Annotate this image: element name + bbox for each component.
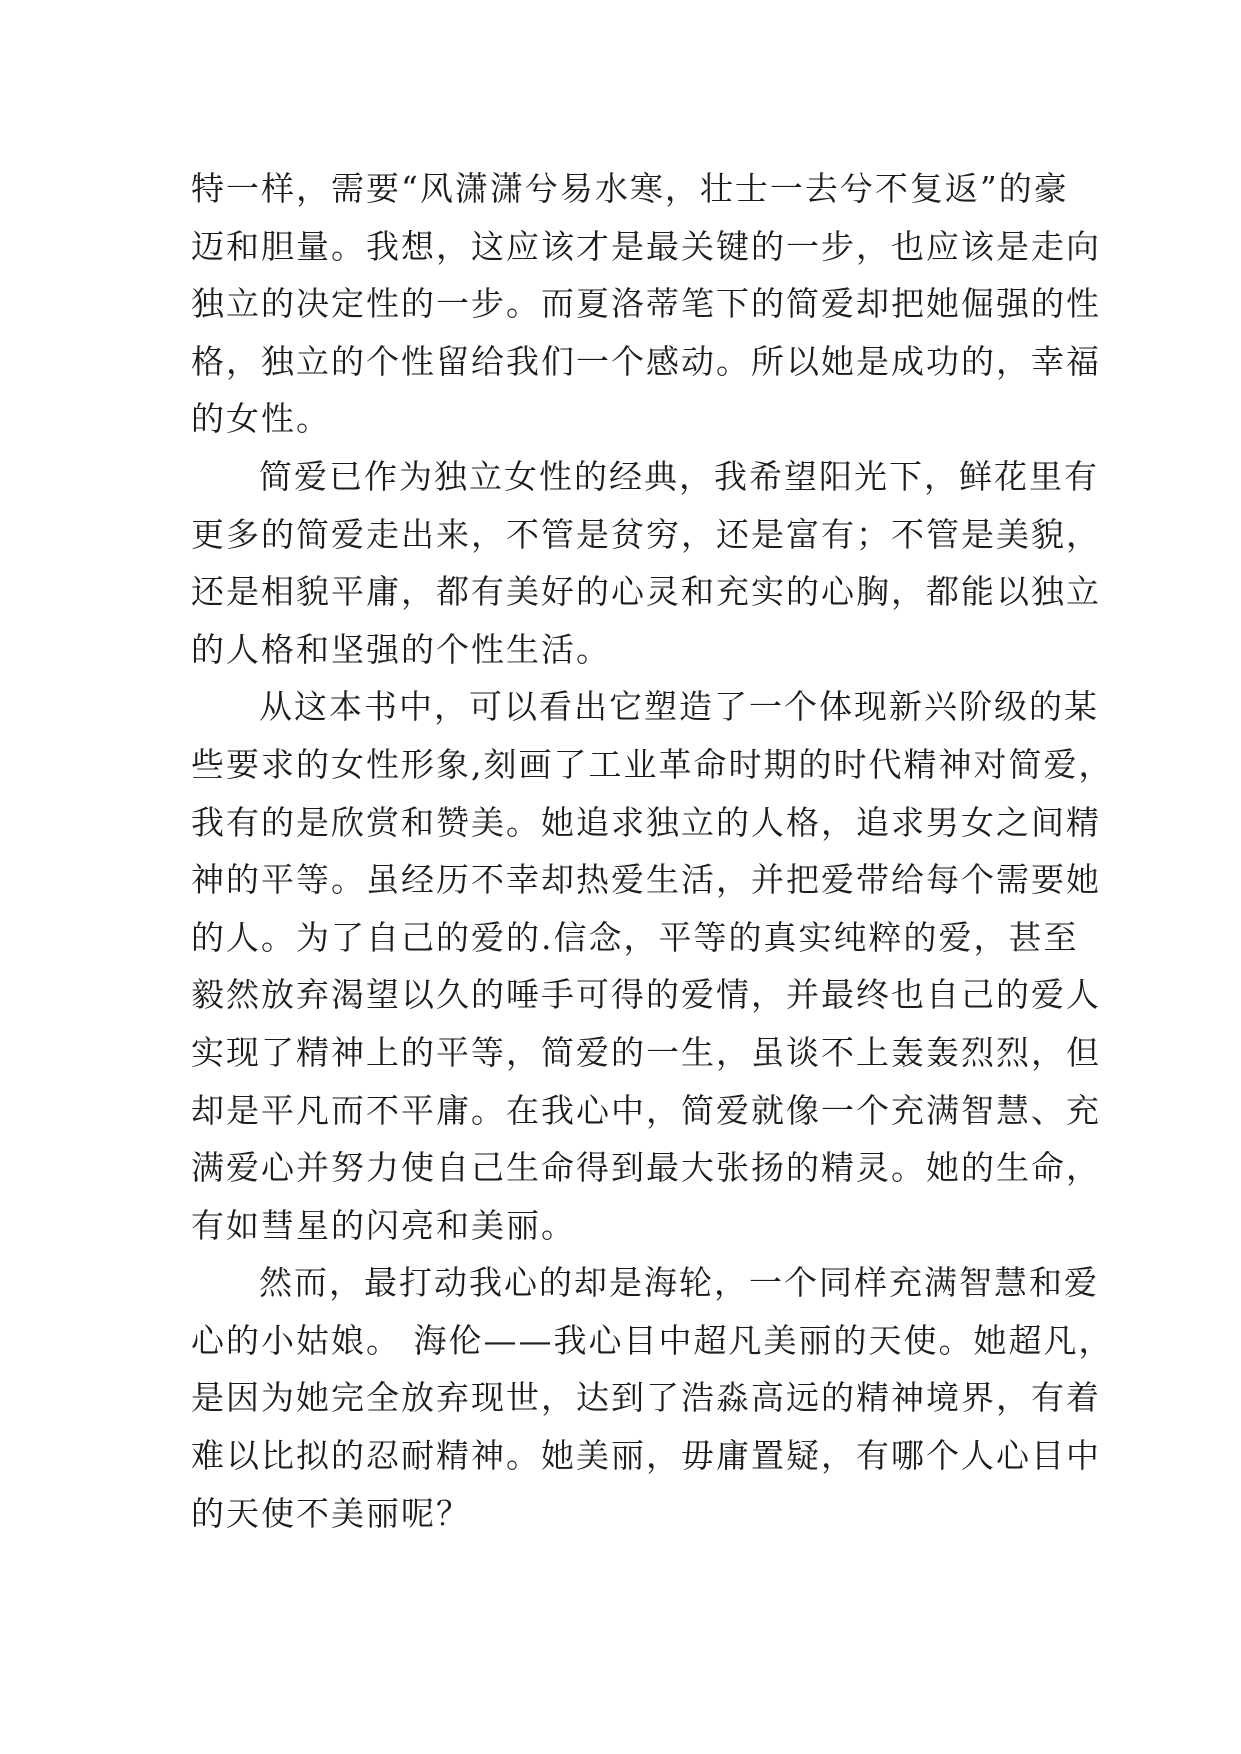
text-line: 些要求的女性形象,刻画了工业革命时期的时代精神对简爱， bbox=[191, 744, 1114, 784]
paragraph-3 bbox=[191, 678, 1114, 1254]
text-line: 有如彗星的闪亮和美丽。 bbox=[191, 1205, 576, 1245]
text-line: 心的小姑娘。 海伦——我心目中超凡美丽的天使。她超凡， bbox=[191, 1320, 1114, 1360]
paragraph-4 bbox=[191, 1254, 1114, 1542]
paragraph-1 bbox=[191, 160, 1101, 448]
text-line: 特一样，需要“风潇潇兮易水寒，壮士一去兮不复返”的豪 bbox=[191, 169, 1069, 208]
text-line: 却是平凡而不平庸。在我心中，简爱就像一个充满智慧、充 bbox=[191, 1090, 1101, 1130]
text-line: 的天使不美丽呢？ bbox=[191, 1493, 471, 1533]
paragraph-2 bbox=[191, 448, 1101, 678]
text-line: 从这本书中，可以看出它塑造了一个体现新兴阶级的某 bbox=[259, 687, 1099, 727]
text-line: 简爱已作为独立女性的经典，我希望阳光下，鲜花里有 bbox=[259, 456, 1099, 496]
text-line: 迈和胆量。我想，这应该才是最关键的一步，也应该是走向 bbox=[191, 226, 1101, 266]
text-line: 还是相貌平庸，都有美好的心灵和充实的心胸，都能以独立 bbox=[191, 572, 1101, 612]
text-line: 的人。为了自己的爱的.信念，平等的真实纯粹的爱，甚至 bbox=[191, 917, 1079, 957]
text-line: 独立的决定性的一步。而夏洛蒂笔下的简爱却把她倔强的性 bbox=[191, 284, 1101, 324]
body-text bbox=[191, 160, 1114, 1542]
text-line: 实现了精神上的平等，简爱的一生，虽谈不上轰轰烈烈，但 bbox=[191, 1032, 1101, 1072]
text-line: 难以比拟的忍耐精神。她美丽，毋庸置疑，有哪个人心目中 bbox=[191, 1436, 1101, 1476]
text-line: 然而，最打动我心的却是海轮，一个同样充满智慧和爱 bbox=[259, 1263, 1099, 1303]
text-line: 是因为她完全放弃现世，达到了浩淼高远的精神境界，有着 bbox=[191, 1378, 1101, 1418]
text-line: 毅然放弃渴望以久的唾手可得的爱情，并最终也自己的爱人 bbox=[191, 975, 1101, 1015]
text-line: 神的平等。虽经历不幸却热爱生活，并把爱带给每个需要她 bbox=[191, 860, 1101, 900]
text-line: 格，独立的个性留给我们一个感动。所以她是成功的，幸福 bbox=[191, 341, 1101, 381]
text-line: 我有的是欣赏和赞美。她追求独立的人格，追求男女之间精 bbox=[191, 802, 1101, 842]
text-line: 更多的简爱走出来，不管是贫穷，还是富有；不管是美貌， bbox=[191, 514, 1101, 554]
text-line: 满爱心并努力使自己生命得到最大张扬的精灵。她的生命， bbox=[191, 1148, 1101, 1188]
text-line: 的女性。 bbox=[191, 399, 331, 439]
text-line: 的人格和坚强的个性生活。 bbox=[191, 629, 611, 669]
